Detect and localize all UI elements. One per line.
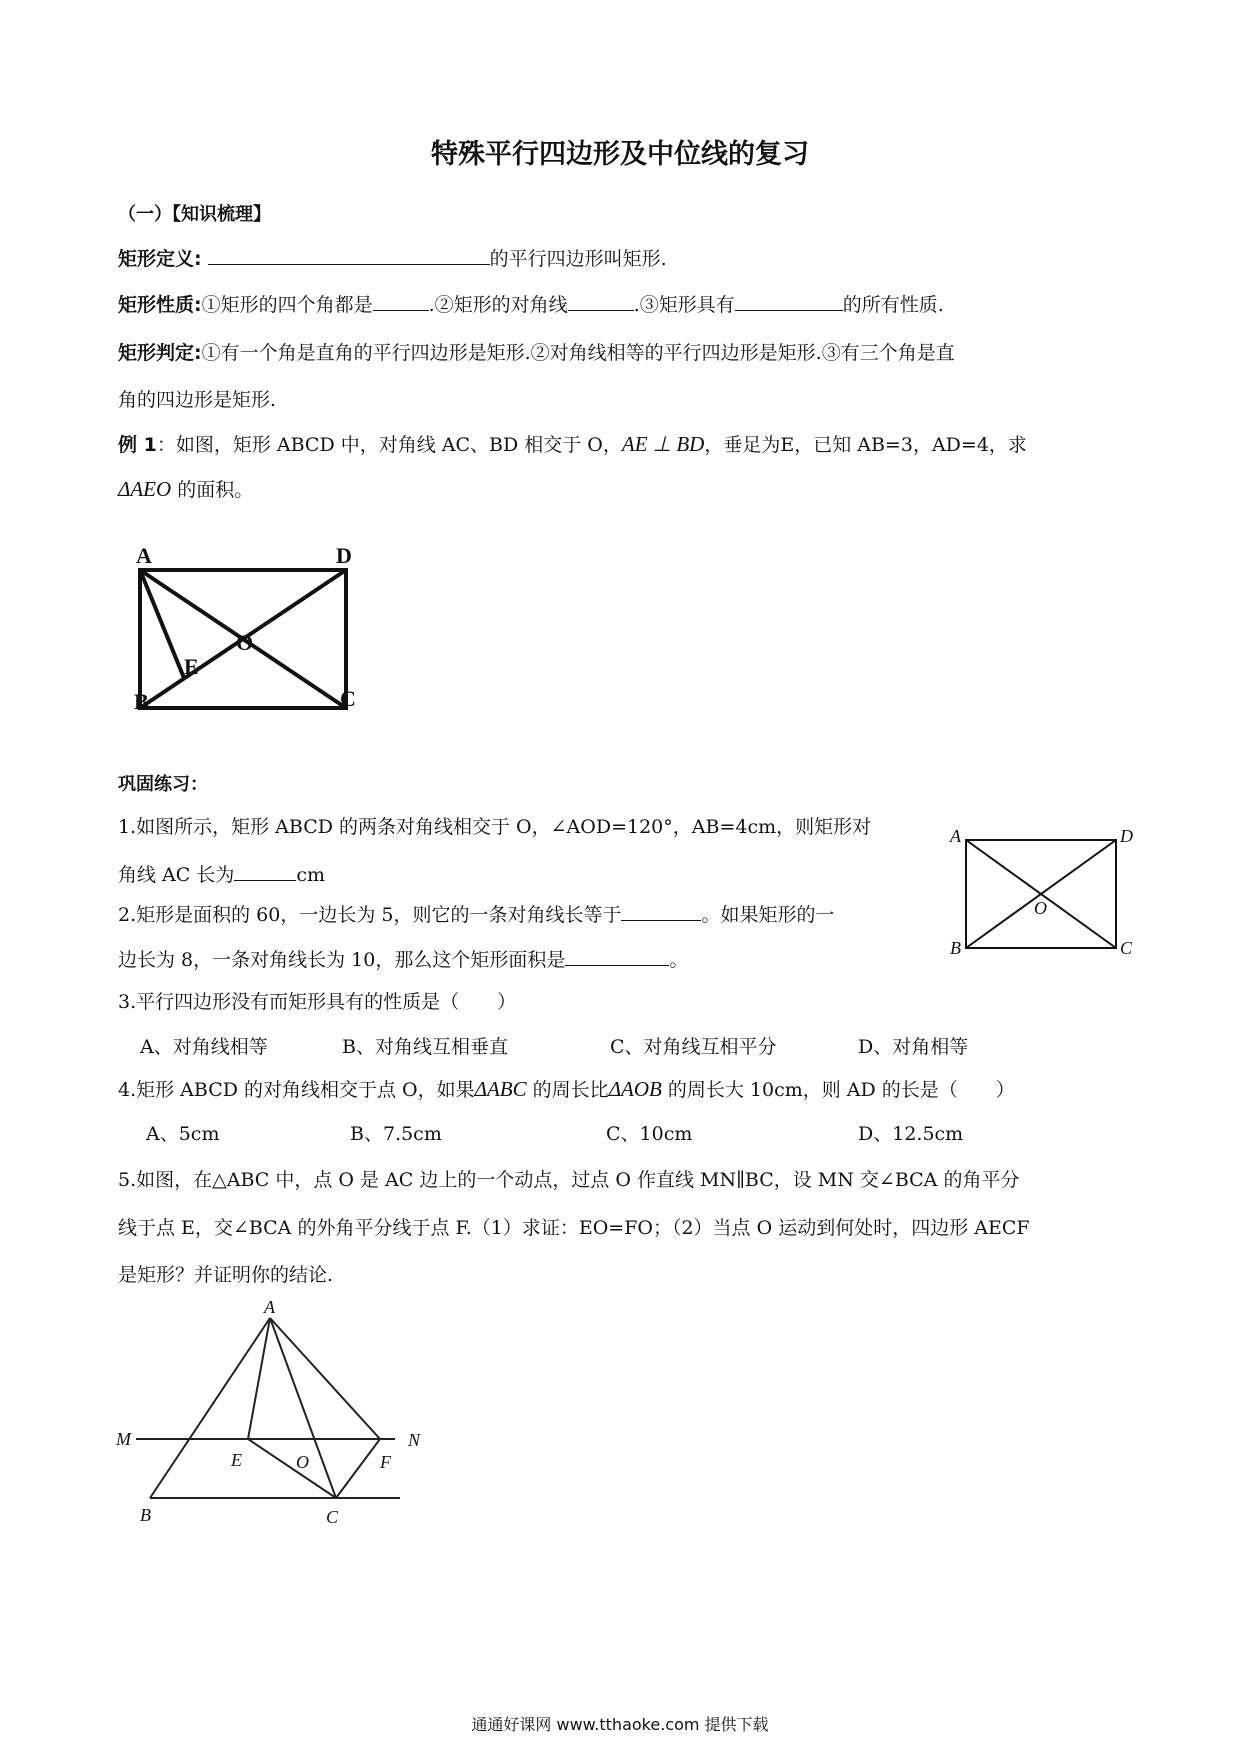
q2-blank-2[interactable] [565, 947, 669, 966]
definition-blank[interactable] [208, 246, 490, 265]
q2-line-1 [118, 902, 835, 927]
fig3-segment-cf [336, 1439, 380, 1498]
q4-option-a[interactable]: A、5cm [146, 1123, 220, 1145]
example-1-text-1: ：如图，矩形 ABCD 中，对角线 AC、BD 相交于 O， [156, 434, 622, 456]
q1-line-2 [118, 862, 325, 887]
judgement-label: 矩形判定: [118, 342, 202, 364]
property-blank-3[interactable] [735, 292, 843, 311]
example-1-line-1 [118, 432, 1027, 457]
fig3-label-b: B [140, 1505, 151, 1525]
fig3-label-o: O [296, 1452, 309, 1472]
fig3-side-ab [150, 1318, 270, 1498]
figure-rectangle-q1 [946, 818, 1146, 966]
property-blank-1[interactable] [373, 292, 429, 311]
q3-option-b[interactable]: B、对角线互相垂直 [342, 1036, 508, 1058]
q2-text-d: 。 [669, 949, 689, 971]
fig1-label-e: E [184, 654, 199, 679]
definition-tail: 的平行四边形叫矩形. [489, 248, 667, 270]
definition-label: 矩形定义: [118, 248, 202, 270]
fig1-label-d: D [336, 543, 352, 568]
q4-math-1: ΔABC [474, 1077, 527, 1101]
q5-line-2: 线于点 E，交∠BCA 的外角平分线于点 F.（1）求证：EO=FO；（2）当点 O 运动到何处时，四边形 AECF [118, 1217, 1030, 1239]
q1-blank[interactable] [234, 862, 296, 881]
q5-line-3: 是矩形？并证明你的结论. [118, 1264, 334, 1286]
q2-blank-1[interactable] [621, 902, 701, 921]
q1-text-a: 角线 AC 长为 [118, 864, 235, 886]
q3-option-d[interactable]: D、对角相等 [858, 1036, 969, 1058]
fig2-label-a: A [950, 826, 961, 846]
example-1-math-2: ΔAEO [118, 477, 172, 501]
q3-stem: 3.平行四边形没有而矩形具有的性质是（ ） [118, 991, 517, 1013]
q1-line-1: 1.如图所示，矩形 ABCD 的两条对角线相交于 O，∠AOD=120°，AB=4cm，则矩形对 [118, 816, 872, 838]
q5-line-1: 5.如图，在△ABC 中，点 O 是 AC 边上的一个动点，过点 O 作直线 MN∥BC，设 MN 交∠BCA 的角平分 [118, 1169, 1020, 1191]
page-title: 特殊平行四边形及中位线的复习 [431, 139, 809, 170]
fig2-label-o: O [1034, 898, 1047, 918]
q3-option-c[interactable]: C、对角线互相平分 [610, 1036, 777, 1058]
q4-option-b[interactable]: B、7.5cm [350, 1123, 442, 1145]
q2-line-2 [118, 947, 688, 972]
fig1-label-a: A [136, 543, 152, 568]
fig3-label-m: M [116, 1429, 131, 1449]
fig2-label-c: C [1120, 938, 1133, 958]
q4-option-c[interactable]: C、10cm [606, 1123, 693, 1145]
q4-option-d[interactable]: D、12.5cm [858, 1123, 964, 1145]
fig3-label-a: A [264, 1297, 275, 1317]
q4-math-2: ΔAOB [608, 1077, 662, 1101]
q4-options [0, 1122, 1240, 1148]
fig1-label-o: O [236, 630, 254, 655]
q1-text-b: cm [296, 864, 326, 886]
example-1-line-2 [118, 477, 253, 502]
q4-text-2: 的周长比 [526, 1079, 609, 1101]
fig3-label-c: C [326, 1507, 339, 1527]
judgement-line-1 [118, 341, 955, 365]
property-3: .③矩形具有 [633, 294, 735, 316]
fig3-segment-af [270, 1318, 380, 1439]
judgement-line-2: 角的四边形是矩形. [118, 389, 277, 411]
q3-options [0, 1035, 1240, 1061]
example-1-math-1: AE ⊥ BD [621, 432, 705, 456]
q2-text-b: 。如果矩形的一 [701, 904, 835, 926]
example-1-label: 例 1 [118, 434, 157, 456]
fig1-label-c: C [340, 686, 356, 711]
q3-option-a[interactable]: A、对角线相等 [140, 1036, 268, 1058]
fig3-label-e: E [231, 1450, 242, 1470]
fig3-label-n: N [408, 1430, 421, 1450]
property-1: ①矩形的四个角都是 [201, 294, 373, 316]
fig2-label-b: B [950, 938, 961, 958]
example-1-text-2: ，垂足为E，已知 AB=3，AD=4，求 [704, 434, 1027, 456]
practice-heading: 巩固练习： [118, 774, 208, 795]
q4-text-3: 的周长大 10cm，则 AD 的长是（ ） [661, 1079, 1015, 1101]
definition-line [118, 246, 667, 271]
figure-rectangle-abcd [120, 530, 380, 715]
properties-label: 矩形性质: [118, 294, 202, 316]
fig3-label-f: F [380, 1452, 391, 1472]
section-heading: （一）【知识梳理】 [118, 204, 271, 225]
q2-text-a: 2.矩形是面积的 60，一边长为 5，则它的一条对角线长等于 [118, 904, 622, 926]
judgement-text-1: ①有一个角是直角的平行四边形是矩形.②对角线相等的平行四边形是矩形.③有三个角是直 [201, 342, 955, 364]
property-2: .②矩形的对角线 [428, 294, 568, 316]
q2-text-c: 边长为 8，一条对角线长为 10，那么这个矩形面积是 [118, 949, 566, 971]
fig1-label-b: B [134, 689, 149, 714]
properties-line [118, 292, 944, 317]
page-footer: 通通好课网 www.tthaoke.com 提供下载 [471, 1715, 769, 1734]
property-blank-2[interactable] [568, 292, 634, 311]
q4-stem [118, 1077, 1015, 1102]
property-4: 的所有性质. [842, 294, 944, 316]
q4-text-1: 4.矩形 ABCD 的对角线相交于点 O，如果 [118, 1079, 475, 1101]
example-1-text-3: 的面积。 [171, 479, 254, 501]
figure-triangle-abc [110, 1296, 440, 1536]
fig2-label-d: D [1120, 826, 1133, 846]
fig3-segment-ec [248, 1439, 336, 1498]
